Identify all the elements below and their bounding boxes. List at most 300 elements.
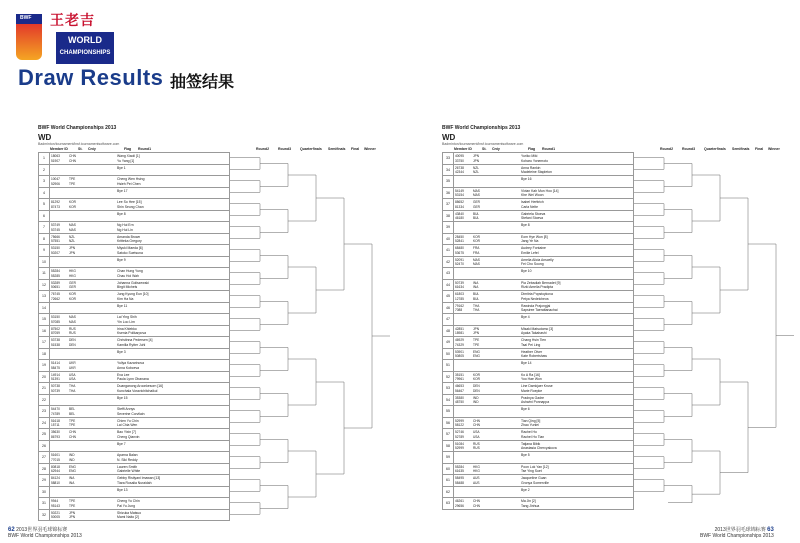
draw-row [443,245,633,257]
player-names: Eva Lee Paula Lynn Obanana [117,372,149,381]
player-names: Miyuki Maeda [6] Satoko Suetsuna [117,246,143,255]
country-codes: JPN JPN [69,246,76,255]
country-codes: CHN CHN [69,430,76,439]
header-round3: Round3 [278,147,292,151]
draw-number: 40 [443,234,454,245]
bracket-connector [264,256,292,279]
player-names: Bye 15 [117,395,128,400]
draw-number: 60 [443,464,454,475]
draw-row [443,234,633,246]
player-names: Tian Qing [5] Zhao Yunlei [521,418,541,427]
country-codes: TPE TPE [69,418,76,427]
draw-row [39,510,229,522]
draw-row [39,464,229,476]
bracket-connector [230,158,264,170]
header-quarterfinals: Quarterfinals [704,147,726,151]
draw-number: 14 [39,303,50,314]
member-ids: 53289 50651 [51,280,60,289]
draw-number: 33 [443,153,454,164]
draw-number: 63 [443,498,454,509]
member-ids: 40095 33750 [455,154,464,163]
member-ids: 55284 55285 [51,269,60,278]
member-ids: 52091 52470 [455,257,464,266]
bracket-connector [230,365,264,377]
draw-row [39,406,229,418]
draw-row [443,406,633,418]
draw-row [39,165,229,177]
draw-number: 15 [39,314,50,325]
member-ids: 51414 58475 [51,361,60,370]
draw-number: 36 [443,188,454,199]
country-codes: RUS RUS [473,441,480,450]
bracket-connector [230,296,264,308]
draw-row [39,337,229,349]
bracket-connector [292,175,320,221]
draw-number: 50 [443,349,454,360]
country-codes: ENG ENG [473,349,480,358]
player-names: Amanda Brown Kritteka Gregory [117,234,142,243]
player-names: Isabel Herttrich Carla Nelte [521,200,544,209]
draw-number: 32 [39,510,50,521]
country-codes: UKR UKR [69,361,76,370]
bracket-connector [634,158,668,170]
header-member-id: Member ID [50,147,68,151]
event-title: BWF World Championships 2013 [38,125,117,131]
draw-number: 54 [443,395,454,406]
bracket-connector [292,359,320,405]
bracket-connector [634,227,668,239]
player-names: Bye 3 [117,349,126,354]
draw-row [39,199,229,211]
bracket-connector [230,480,264,492]
bracket-connector [668,440,696,463]
bracket-connector [724,382,752,473]
header-winner: Winner [364,147,376,151]
bracket-connector [634,273,668,285]
draw-row [39,280,229,292]
draw-number: 27 [39,452,50,463]
draw-number: 52 [443,372,454,383]
member-ids: 46929 74329 [455,338,464,347]
draw-number: 38 [443,211,454,222]
player-names: Bye 16 [521,177,532,181]
member-ids: 53150 57085 [51,315,60,324]
draw-number: 44 [443,280,454,291]
country-codes: JPN JPN [473,326,480,335]
draw-row [39,475,229,487]
draw-number: 28 [39,464,50,475]
player-names: Lai Ying Shih Yin Loo Lim [117,315,137,324]
draw-number: 11 [39,268,50,279]
member-ids: 84124 58810 [51,476,60,485]
country-codes: KOR KOR [69,200,76,209]
event-title-right: BWF World Championships 2013 [442,125,521,131]
draw-row [443,280,633,292]
country-codes: INA INA [473,280,479,289]
country-codes: CHN CHN [473,418,480,427]
country-codes: MAS MAS [69,315,76,324]
draw-table-right [442,152,634,510]
member-ids: 51618 15711 [51,418,60,427]
draw-number: 62 [443,487,454,498]
member-ids: 35380 48750 [455,395,464,404]
draw-number: 30 [39,487,50,498]
draw-number: 43 [443,268,454,279]
draw-number: 51 [443,360,454,371]
header-cnty: Cnty [88,147,96,151]
header-round2: Round2 [256,147,270,151]
member-ids: 42851 18981 [455,326,464,335]
page-number-left: 62 [8,527,15,533]
header-round1: Round1 [542,147,556,151]
country-codes: NZL NZL [69,234,76,243]
country-codes: ENG ENG [69,464,76,473]
player-names: Chien Yu Chin Lai Chia Wen [117,418,139,427]
bracket-connector [230,503,264,515]
player-names: Chan Hung Yung Chau Hoi Wah [117,269,143,278]
draw-number: 46 [443,303,454,314]
draw-row [443,199,633,211]
member-ids: 79162 7088 [455,303,464,312]
member-ids: 9944 95143 [51,499,60,508]
bracket-connector [230,457,264,469]
page-title-en: Draw Results [18,65,164,90]
bracket-connector [348,244,376,428]
draw-row [443,176,633,188]
player-names: Gebby Ristiyani Imawan [13] Tiara Rosalia Nuraidah [117,476,161,485]
player-names: Wang Xiaoli [1] Yu Yang [1] [117,154,140,163]
logo-line1: WORLD [68,35,102,45]
draw-row [39,349,229,361]
draw-row [39,222,229,234]
member-ids: 53738 51538 [51,338,60,347]
draw-number: 3 [39,176,50,187]
header-st: St. [482,147,487,151]
draw-row [443,222,633,234]
bracket-connector [264,348,292,371]
country-codes: NZL NZL [473,165,480,174]
country-codes: BEL BEL [69,407,76,416]
member-ids: 54149 53154 [455,188,464,197]
bracket-connector [668,256,696,279]
logo-flag-icon [16,24,42,60]
draw-number: 37 [443,199,454,210]
footer-left-sub: BWF World Championships 2013 [8,533,82,539]
draw-row [39,418,229,430]
draw-row [39,291,229,303]
bracket-lines-left [230,152,390,520]
player-names: Rachel Ho Rachel Ho Tian [521,430,545,439]
draw-row [39,314,229,326]
member-ids: 53150 50207 [51,246,60,255]
country-codes: GER GER [473,200,480,209]
player-names: Yuriko Miki Koharu Yonemoto [521,154,548,163]
draw-number: 45 [443,291,454,302]
draw-number: 20 [39,372,50,383]
footer-left [8,526,82,539]
country-codes: THA THA [473,303,480,312]
draw-page-right [442,125,798,520]
country-codes: MAS MAS [69,223,76,232]
member-ids: 88652 81334 [455,200,464,209]
bracket-connector [230,434,264,446]
member-ids: 51084 52999 [455,441,464,450]
country-codes: USA USA [69,372,76,381]
draw-number: 17 [39,337,50,348]
draw-row [443,326,633,338]
bracket-connector [634,434,668,446]
draw-row [443,337,633,349]
draw-number: 1 [39,153,50,164]
logo-title-box [56,32,114,64]
player-names: Jacqueline Guan Gronya Somerville [521,476,549,485]
country-codes: BUL BUL [473,292,480,301]
player-names: Anna Rankin Madeleine Stapleton [521,165,552,174]
bracket-connector [634,250,668,262]
draw-number: 25 [39,429,50,440]
draw-number: 10 [39,257,50,268]
footer-left-text: 2013世界羽毛球锦标赛 [16,527,68,533]
header-flag: Flag [528,147,536,151]
draw-row [39,441,229,453]
draw-row [39,153,229,165]
member-ids: 52746 52789 [455,430,464,439]
footer-right-text: 2013世界羽毛球锦标赛 [714,527,766,533]
member-ids: 26738 42344 [455,165,464,174]
member-ids: 53901 50805 [455,349,464,358]
player-names: Johanna Goliszewski Birgit Michels [117,280,149,289]
bracket-connector [634,457,668,469]
bracket-connector [668,302,696,325]
bracket-connector [230,227,264,239]
draw-number: 34 [443,165,454,176]
discipline-label-right: WD [442,133,456,142]
draw-row [443,153,633,165]
draw-row [443,487,633,499]
member-ids: 35151 79961 [455,372,464,381]
country-codes: DEN DEN [473,384,480,393]
draw-table-left [38,152,230,521]
country-codes: DEN DEN [69,338,76,347]
draw-row [443,464,633,476]
player-names: Amelia Alicia Anscelly Fei Cho Soong [521,257,554,266]
bracket-connector [230,181,264,193]
player-names: Bye 1 [117,165,126,170]
draw-row [443,188,633,200]
draw-number: 41 [443,245,454,256]
player-names: Jung Kyung Eun [10] Kim Ha Na [117,292,149,301]
player-names: Pradnya Gadre Ashwini Ponnappa [521,395,550,404]
draw-number: 19 [39,360,50,371]
country-codes: MAS MAS [473,257,480,266]
draw-row [443,429,633,441]
draw-number: 7 [39,222,50,233]
bracket-connector [264,302,292,325]
page-title-cn: 抽签结果 [170,72,235,91]
draw-row [39,326,229,338]
country-codes: KOR KOR [473,372,480,381]
bracket-connector [668,394,696,417]
member-ids: 51601 77015 [51,453,60,462]
draw-row [443,395,633,407]
draw-row [39,372,229,384]
draw-row [39,245,229,257]
member-ids: 50221 50005 [51,510,60,519]
country-codes: INA INA [69,476,75,485]
bracket-lines-right [634,152,794,520]
bracket-connector [634,319,668,331]
country-codes: JPN JPN [69,510,76,519]
draw-number: 49 [443,337,454,348]
player-names: Bye 9 [117,257,126,262]
draw-row [443,268,633,280]
draw-number: 47 [443,314,454,325]
country-codes: THA THA [69,384,76,393]
member-ids: 18063 51907 [51,154,60,163]
page-number-right: 63 [767,527,774,533]
header-final: Final [351,147,360,151]
draw-row [443,441,633,453]
bracket-connector [668,348,696,371]
member-ids: 68480 53675 [455,246,464,255]
member-ids: 75666 57551 [51,234,60,243]
member-ids: 87502 87059 [51,326,60,335]
bracket-connector [696,175,724,221]
draw-row [39,395,229,407]
draw-row [39,234,229,246]
member-ids: 61803 12785 [455,292,464,301]
bracket-connector [752,244,780,427]
draw-row [39,257,229,269]
player-names: Lee So Hee [15] Shin Seung Chan [117,200,144,209]
header-member-id: Member ID [454,147,472,151]
player-names: Ko A Ra [16] Yoo Hae Won [521,372,542,381]
member-ids: 46653 56467 [455,384,464,393]
header-semifinals: Semifinals [732,147,750,151]
footer-right-sub: BWF World Championships 2013 [700,533,774,539]
player-names: Pia Zebadiah Bernadet [9] Rizki Amelia Pradipta [521,280,561,289]
logo-brand: BWF [20,15,32,21]
logo-line2: CHAMPIONSHIPS [59,50,111,56]
country-codes: USA USA [473,430,480,439]
member-ids: 50738 50739 [51,384,60,393]
bracket-connector [634,342,668,354]
draw-number: 59 [443,452,454,463]
player-names: Rawinda Prajongjai Sapsiree Taerattanachai [521,303,558,312]
draw-row [443,165,633,177]
draw-number: 2 [39,165,50,176]
player-names: Vivian Kah Mun Hoo [14] Khe Wei Woon [521,188,559,197]
member-ids: 46261 29656 [455,499,464,508]
draw-number: 6 [39,211,50,222]
discipline-label: WD [38,133,52,142]
player-names: Bye 4 [521,315,530,319]
draw-row [39,188,229,200]
player-names: Bye 13 [117,487,128,492]
draw-number: 26 [39,441,50,452]
country-codes: HKG HKG [473,464,480,473]
draw-row [39,487,229,499]
country-codes: FRA FRA [473,246,480,255]
bracket-connector [668,164,696,187]
player-names: Bye 8 [117,211,126,216]
member-ids: 35630 86793 [51,430,60,439]
bracket-connector [696,451,724,494]
country-codes: GER GER [69,280,76,289]
bracket-connector [264,210,292,233]
player-names: Bye 11 [117,303,128,308]
player-names: Bye 17 [117,188,128,193]
bracket-connector [230,319,264,331]
draw-number: 24 [39,418,50,429]
bracket-connector [668,486,696,503]
draw-number: 22 [39,395,50,406]
bracket-connector [634,204,668,216]
draw-number: 53 [443,383,454,394]
member-ids: 10047 52906 [51,177,60,186]
member-ids: 50739 61634 [455,280,464,289]
header-round1: Round1 [138,147,152,151]
header-semifinals: Semifinals [328,147,346,151]
member-ids: 76745 72662 [51,292,60,301]
player-names: Bye 2 [521,487,530,492]
country-codes: TPE TPE [69,177,76,186]
member-ids: 28450 52841 [455,234,464,243]
source-url-right: Badminton/tournament/bwf.tournamentsoftware.com [442,142,524,146]
country-codes: TPE TPE [473,338,480,347]
bracket-connector [292,451,320,497]
member-ids: 14914 51391 [51,372,60,381]
player-names: Eom Hye Won [8] Jang Ye Na [521,234,548,243]
bracket-connector [634,181,668,193]
draw-row [39,303,229,315]
draw-row [443,498,633,510]
draw-number: 8 [39,234,50,245]
player-names: Poon Lok Yan [12] Tse Ying Suet [521,464,549,473]
country-codes: AUS AUS [473,476,480,485]
bracket-connector [264,164,292,187]
draw-row [39,268,229,280]
bracket-connector [320,382,348,474]
draw-row [39,452,229,464]
player-names: Bye 14 [521,361,532,365]
draw-row [443,291,633,303]
player-names: Christinna Pedersen [4] Kamilla Rytter Juhl [117,338,153,347]
bracket-connector [724,198,752,290]
player-names: Aparna Balan N. Siki Reddy [117,453,138,462]
country-codes: JPN JPN [473,154,480,163]
draw-row [443,257,633,269]
draw-number: 56 [443,418,454,429]
draw-row [443,303,633,315]
draw-number: 42 [443,257,454,268]
bracket-connector [230,273,264,285]
bracket-connector [230,250,264,262]
bracket-connector [264,486,292,509]
header-final: Final [755,147,764,151]
draw-row [39,211,229,223]
draw-number: 18 [39,349,50,360]
country-codes: TPE TPE [69,499,76,508]
bracket-connector [634,365,668,377]
country-codes: RUS RUS [69,326,76,335]
draw-number: 9 [39,245,50,256]
draw-row [443,383,633,395]
player-names: Heather Olver Kate Robertshaw [521,349,548,358]
header-winner: Winner [768,147,780,151]
draw-number: 12 [39,280,50,291]
player-names: Irina Khlebko Ksenia Polikarpova [117,326,147,335]
